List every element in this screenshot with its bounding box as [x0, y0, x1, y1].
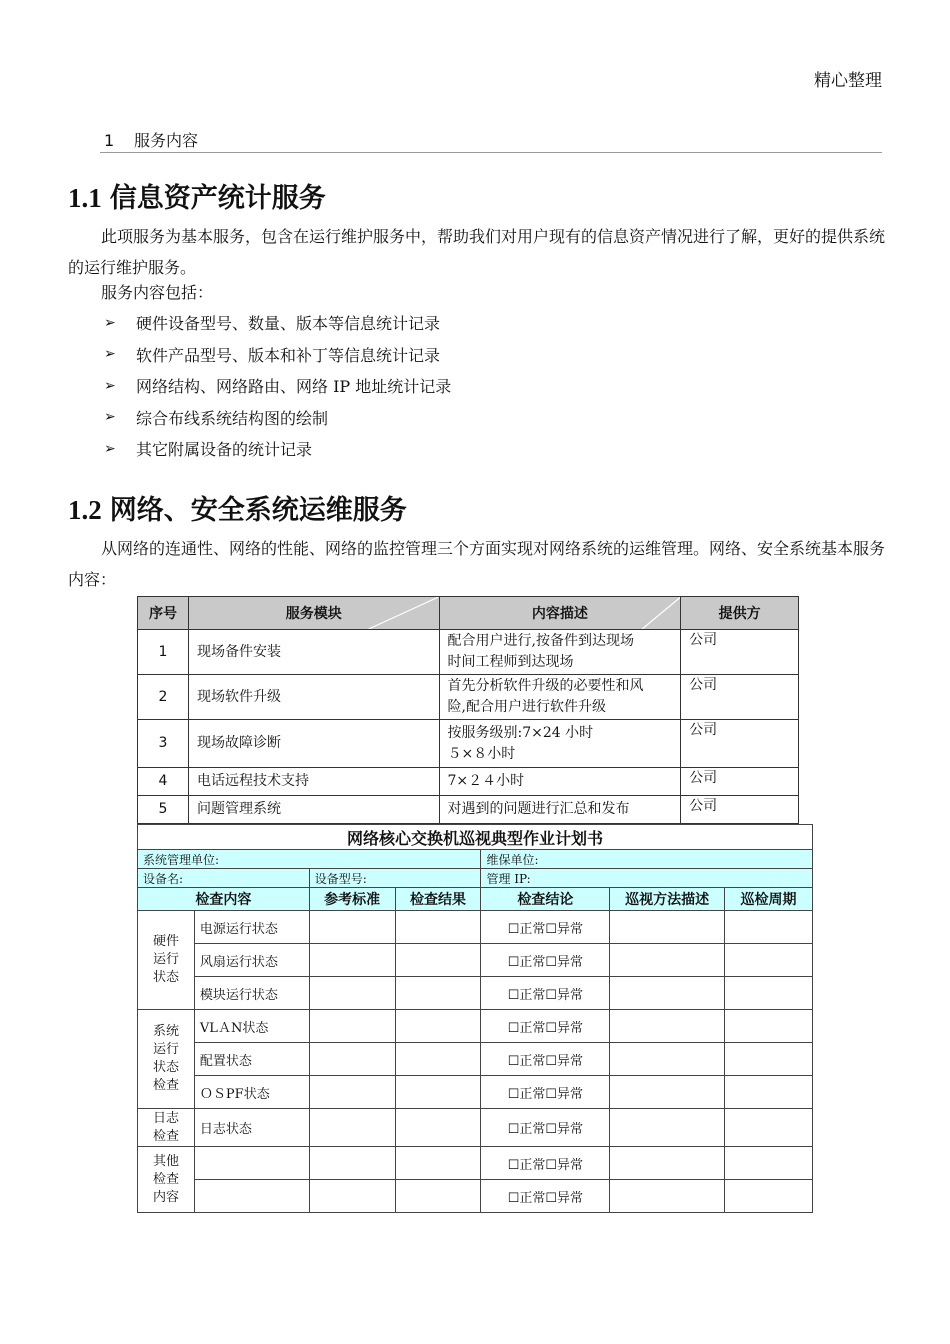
- section-1-heading: [68, 176, 326, 215]
- list-item: ➢ 软件产品型号、版本和补丁等信息统计记录: [104, 345, 441, 365]
- group-system: 系统 运行 状态 检查: [138, 1010, 195, 1109]
- section-2-title: 网络、安全系统运维服务: [109, 495, 407, 526]
- arrow-bullet-icon: ➢: [104, 409, 116, 426]
- table-row: 模块运行状态 ☐正常☐异常: [138, 977, 813, 1010]
- section-1-number: 1.1: [68, 183, 102, 213]
- status-checkbox-group[interactable]: ☐正常☐异常: [481, 1147, 610, 1180]
- arrow-bullet-icon: ➢: [104, 314, 116, 331]
- list-item: ➢ 硬件设备型号、数量、版本等信息统计记录: [104, 314, 441, 334]
- table-row: 硬件 运行 状态 电源运行状态 ☐正常☐异常: [138, 911, 813, 944]
- section-1-bullet-list: [104, 307, 451, 465]
- list-item: ➢ 网络结构、网络路由、网络 IP 地址统计记录: [104, 377, 452, 397]
- list-item: ➢ 综合布线系统结构图的绘制: [104, 408, 329, 428]
- table-row: 日志 检查 日志状态 ☐正常☐异常: [138, 1109, 813, 1147]
- device-field: 设备名:: [138, 869, 310, 888]
- toc-title: 服务内容: [134, 131, 199, 150]
- maint-field: 维保单位:: [481, 850, 813, 869]
- table-row: [138, 1180, 813, 1213]
- status-checkbox-group[interactable]: ☐正常☐异常: [481, 1109, 610, 1147]
- arrow-bullet-icon: ➢: [104, 346, 116, 363]
- arrow-bullet-icon: ➢: [104, 440, 116, 457]
- table-row: 3 现场故障诊断 按服务级别:7×24 小时 ５×８小时 公司: [138, 720, 799, 768]
- group-log: 日志 检查: [138, 1109, 195, 1147]
- table-row: [138, 1147, 813, 1180]
- section-2-number: 1.2: [68, 495, 102, 525]
- table-row: 系统 运行 状态 检查 VLＡN状态 ☐正常☐异常: [138, 1010, 813, 1043]
- header-module: 服务模块: [188, 597, 439, 630]
- header-provider: 提供方: [681, 597, 799, 630]
- toc-number: 1: [104, 131, 115, 150]
- arrow-bullet-icon: ➢: [104, 377, 116, 394]
- status-checkbox-group[interactable]: ☐正常☐异常: [481, 911, 610, 944]
- status-checkbox-group[interactable]: ☐正常☐异常: [481, 977, 610, 1010]
- section-2-paragraph: 从网络的连通性、网络的性能、网络的监控管理三个方面实现对网络系统的运维管理。网络、安全系统基本服务内容：: [68, 539, 886, 589]
- header-no: 序号: [138, 597, 189, 630]
- list-item: ➢ 其它附属设备的统计记录: [104, 440, 313, 460]
- header-desc: 内容描述: [439, 597, 681, 630]
- header-right-text: 精心整理: [814, 71, 882, 91]
- status-checkbox-group[interactable]: ☐正常☐异常: [481, 1010, 610, 1043]
- group-hardware: 硬件 运行 状态: [138, 911, 195, 1010]
- toc-heading: [104, 128, 198, 151]
- inspection-title: 网络核心交换机巡视典型作业计划书: [138, 825, 813, 850]
- table-row: 5 问题管理系统 对遇到的问题进行汇总和发布 公司: [138, 796, 799, 824]
- table-row: 风扇运行状态 ☐正常☐异常: [138, 944, 813, 977]
- status-checkbox-group[interactable]: ☐正常☐异常: [481, 944, 610, 977]
- section-1-title: 信息资产统计服务: [109, 183, 326, 214]
- toc-divider: [100, 152, 882, 153]
- table-row: 1 现场备件安装 配合用户进行,按备件到达现场 时间工程师到达现场 公司: [138, 630, 799, 675]
- ip-field: 管理 IP:: [481, 869, 813, 888]
- table-row: ＯＳPF状态 ☐正常☐异常: [138, 1076, 813, 1109]
- section-1-paragraph: 此项服务为基本服务，包含在运行维护服务中，帮助我们对用户现有的信息资产情况进行了解，更好的提供系统的运行维护服务。: [68, 227, 886, 277]
- inspection-table: [137, 824, 813, 1213]
- table-row: 4 电话远程技术支持 7×２４小时 公司: [138, 768, 799, 796]
- table-header-row: [138, 597, 799, 630]
- table-row: 2 现场软件升级 首先分析软件升级的必要性和风 险,配合用户进行软件升级 公司: [138, 675, 799, 720]
- unit-field: 系统管理单位:: [138, 850, 481, 869]
- model-field: 设备型号:: [309, 869, 481, 888]
- info-row: [138, 869, 813, 888]
- table-row: 配置状态 ☐正常☐异常: [138, 1043, 813, 1076]
- status-checkbox-group[interactable]: ☐正常☐异常: [481, 1043, 610, 1076]
- group-other: 其他 检查 内容: [138, 1147, 195, 1213]
- column-header-row: 检查内容 参考标准 检查结果 检查结论 巡视方法描述 巡检周期: [138, 888, 813, 911]
- info-row: [138, 850, 813, 869]
- section-1-intro: 服务内容包括：: [101, 283, 214, 302]
- service-table: [137, 596, 799, 824]
- status-checkbox-group[interactable]: ☐正常☐异常: [481, 1076, 610, 1109]
- status-checkbox-group[interactable]: ☐正常☐异常: [481, 1180, 610, 1213]
- section-2-heading: [68, 488, 407, 527]
